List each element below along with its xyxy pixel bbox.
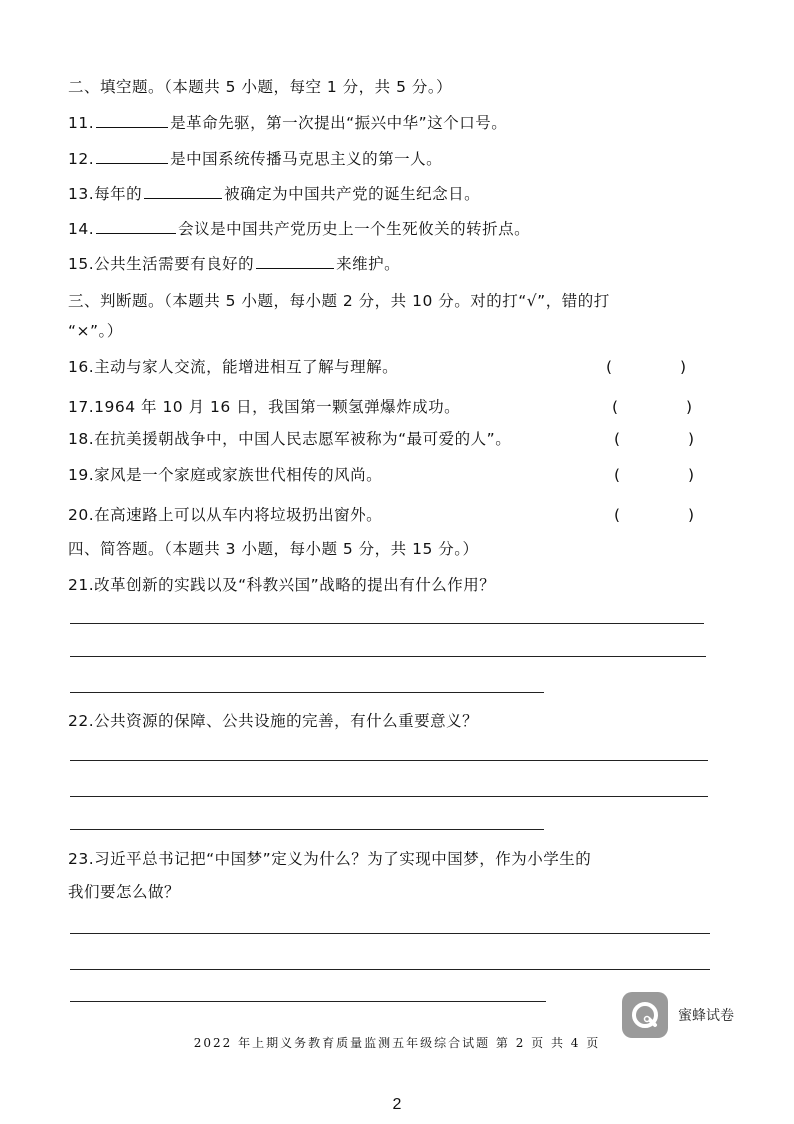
answer-line[interactable] — [70, 796, 708, 797]
question-23: 23.习近平总书记把“中国梦”定义为什么？为了实现中国梦，作为小学生的 — [68, 850, 592, 868]
section-fill-heading: 二、填空题。（本题共 5 小题，每空 1 分，共 5 分。） — [68, 78, 453, 96]
question-13 — [68, 183, 480, 205]
paren-open: ( — [614, 466, 621, 484]
answer-line[interactable] — [70, 969, 710, 970]
question-20: 20.在高速路上可以从车内将垃圾扔出窗外。 — [68, 506, 383, 524]
paren-close: ) — [685, 398, 692, 416]
answer-line[interactable] — [70, 829, 544, 830]
q15-prefix: 15.公共生活需要有良好的 — [68, 255, 255, 273]
q12-prefix: 12. — [68, 150, 95, 168]
answer-paren-20[interactable] — [614, 504, 694, 526]
page-footer: 2022 年上期义务教育质量监测五年级综合试题 第 2 页 共 4 页 — [193, 1036, 601, 1050]
q13-text: 被确定为中国共产党的诞生纪念日。 — [224, 185, 481, 203]
q14-text: 会议是中国共产党历史上一个生死攸关的转折点。 — [178, 220, 531, 238]
question-23-cont: 我们要怎么做？ — [68, 883, 181, 901]
answer-paren-19[interactable] — [614, 464, 694, 486]
question-19: 19.家风是一个家庭或家族世代相传的风尚。 — [68, 466, 383, 484]
paren-open: ( — [612, 398, 619, 416]
answer-blank[interactable] — [96, 219, 176, 234]
q11-prefix: 11. — [68, 114, 95, 132]
paren-open: ( — [606, 358, 613, 376]
answer-line[interactable] — [70, 933, 710, 934]
question-12 — [68, 148, 442, 170]
answer-line[interactable] — [70, 623, 704, 624]
answer-line[interactable] — [70, 656, 706, 657]
question-16: 16.主动与家人交流，能增进相互了解与理解。 — [68, 358, 399, 376]
question-17: 17.1964 年 10 月 16 日，我国第一颗氢弹爆炸成功。 — [68, 398, 461, 416]
question-11 — [68, 112, 507, 134]
page-number: 2 — [392, 1096, 402, 1113]
answer-paren-18[interactable] — [614, 428, 694, 450]
answer-blank[interactable] — [96, 113, 168, 128]
question-14 — [68, 218, 530, 240]
paren-close: ) — [687, 430, 694, 448]
paren-close: ) — [679, 358, 686, 376]
q12-text: 是中国系统传播马克思主义的第一人。 — [170, 150, 443, 168]
watermark-text: 蜜蜂试卷 — [678, 1008, 734, 1024]
question-18: 18.在抗美援朝战争中，中国人民志愿军被称为“最可爱的人”。 — [68, 430, 512, 448]
answer-line[interactable] — [70, 1001, 546, 1002]
answer-paren-16[interactable] — [606, 356, 686, 378]
paren-close: ) — [687, 466, 694, 484]
section-judge-heading: 三、判断题。（本题共 5 小题，每小题 2 分，共 10 分。对的打“√”，错的打 — [68, 292, 610, 310]
paren-open: ( — [614, 506, 621, 524]
bee-logo-icon — [622, 992, 668, 1038]
paren-open: ( — [614, 430, 621, 448]
q13-prefix: 13.每年的 — [68, 185, 143, 203]
paren-close: ) — [687, 506, 694, 524]
answer-blank[interactable] — [144, 184, 222, 199]
q11-text: 是革命先驱，第一次提出“振兴中华”这个口号。 — [170, 114, 508, 132]
section-judge-heading-cont: “×”。） — [68, 322, 123, 340]
answer-line[interactable] — [70, 692, 544, 693]
watermark — [622, 992, 734, 1038]
q14-prefix: 14. — [68, 220, 95, 238]
answer-blank[interactable] — [256, 254, 334, 269]
section-short-heading: 四、简答题。（本题共 3 小题，每小题 5 分，共 15 分。） — [68, 540, 479, 558]
question-21: 21.改革创新的实践以及“科教兴国”战略的提出有什么作用？ — [68, 576, 496, 594]
question-22: 22.公共资源的保障、公共设施的完善，有什么重要意义？ — [68, 712, 479, 730]
q15-text: 来维护。 — [336, 255, 401, 273]
question-15 — [68, 253, 400, 275]
answer-blank[interactable] — [96, 149, 168, 164]
answer-paren-17[interactable] — [612, 396, 692, 418]
answer-line[interactable] — [70, 760, 708, 761]
